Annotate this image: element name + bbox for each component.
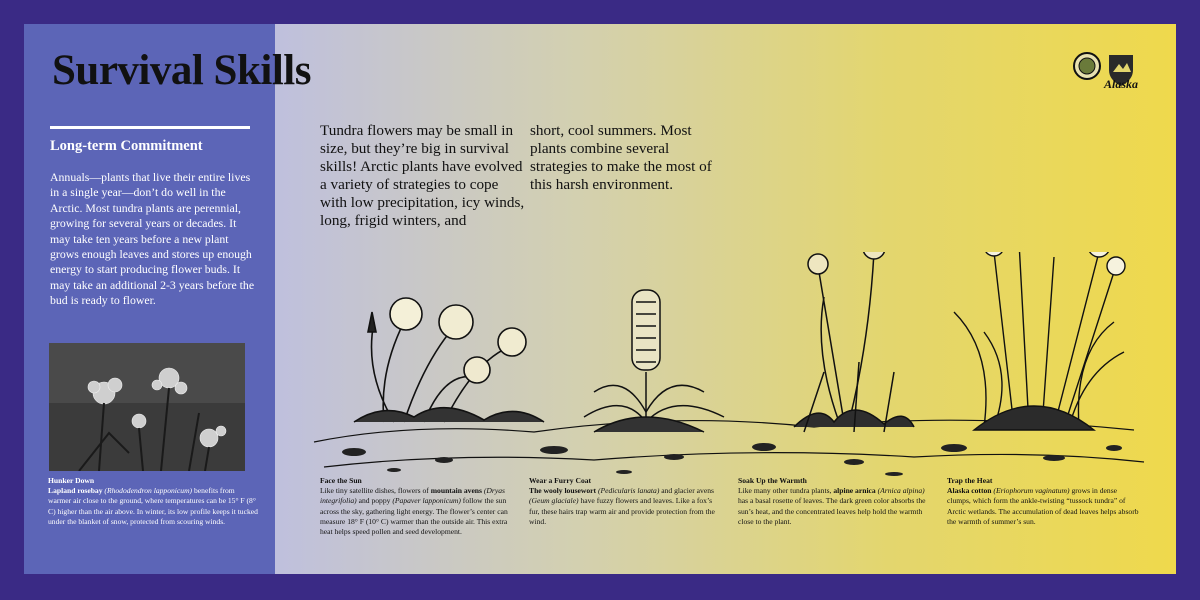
caption-sun-plant: mountain avens bbox=[430, 486, 482, 496]
caption-sun-latin2: (Papaver lapponicum) bbox=[392, 496, 461, 506]
sidebar-body: Annuals—plants that live their entire lives in a single year—don’t do well in the Arctic. Most tundra plants are perennial, growing for several years or decades. It may take ten years before a new plant grows enough leaves and stores up enough energy to start producing flower buds. It may take an additional 2-3 years before the bud is ready to flower. bbox=[50, 170, 255, 308]
woolly-lousewort-drawing bbox=[584, 290, 724, 432]
lapland-rosebay-photo bbox=[49, 343, 245, 471]
caption-furry-coat bbox=[529, 476, 724, 527]
caption-warm-plant: alpine arnica bbox=[833, 486, 876, 496]
caption-trap-the-heat bbox=[947, 476, 1142, 527]
alpine-arnica-drawing bbox=[794, 252, 914, 432]
caption-face-the-sun bbox=[320, 476, 515, 537]
caption-heat-plant: Alaska cotton bbox=[947, 486, 992, 496]
caption-warm-title: Soak Up the Warmth bbox=[738, 476, 807, 485]
page-title: Survival Skills bbox=[52, 47, 311, 94]
photo-caption-title: Hunker Down bbox=[48, 476, 95, 485]
photo-caption-plant: Lapland rosebay bbox=[48, 486, 103, 496]
caption-sun-text3: follow the sun across the sky, gathering light energy. The flower’s center can measure 18° F (10° C) warmer than the outside air. This extra heat helps speed pollen and seed development. bbox=[320, 496, 508, 537]
caption-heat-title: Trap the Heat bbox=[947, 476, 993, 485]
caption-sun-latin: (Dryas integrifolia) bbox=[320, 486, 505, 506]
caption-warm-text: Like many other tundra plants, bbox=[738, 486, 834, 496]
caption-soak-up-warmth bbox=[738, 476, 933, 527]
photo-caption-body: benefits from warmer air close to the ground, where temperatures can be 15° F (8° C) higher than the air above. In winter, its low profile keeps it tucked under the blanket of snow, protected from scouring winds. bbox=[48, 486, 258, 526]
photo-caption-latin: (Rhododendron lapponicum) bbox=[104, 486, 193, 496]
caption-coat-text: and glacier avens bbox=[659, 486, 714, 496]
tundra-plants-illustration bbox=[294, 252, 1154, 482]
intro-text-col2: short, cool summers. Most plants combine several strategies to make the most of this harsh environment. bbox=[530, 122, 712, 193]
caption-coat-title: Wear a Furry Coat bbox=[529, 476, 592, 485]
caption-sun-text2: and poppy bbox=[356, 496, 393, 506]
alaska-logo-text: Alaska bbox=[1104, 77, 1139, 91]
intro-text-col1: Tundra flowers may be small in size, but they’re big in survival skills! Arctic plants have evolved a variety of strategies to cope with low precipitation, icy winds, long, frigid winters, and bbox=[320, 122, 525, 229]
caption-coat-latin2: (Geum glaciale) bbox=[529, 496, 579, 506]
caption-sun-text: Like tiny satellite dishes, flowers of bbox=[320, 486, 431, 496]
photo-caption bbox=[48, 476, 258, 527]
caption-warm-latin: (Arnica alpina) bbox=[875, 486, 925, 496]
caption-heat-text: grows in dense clumps, which form the ankle-twisting “tussock tundra” of Arctic wetlands. The accumulation of dead leaves helps absorb the warmth of summer’s sun. bbox=[947, 486, 1139, 526]
divider bbox=[50, 126, 250, 129]
sign-panel bbox=[24, 24, 1176, 574]
caption-sun-title: Face the Sun bbox=[320, 476, 362, 485]
caption-warm-text2: has a basal rosette of leaves. The dark green color absorbs the sun’s heat, and the concentrated leaves help hold the warmth close to the plant. bbox=[738, 496, 926, 526]
sidebar-heading: Long-term Commitment bbox=[50, 138, 203, 154]
caption-coat-latin: (Pedicularis lanata) bbox=[596, 486, 660, 496]
caption-heat-latin: (Eriophorum vaginatum) bbox=[991, 486, 1070, 496]
mountain-avens-poppy-drawing bbox=[354, 298, 544, 422]
alaska-cotton-drawing bbox=[954, 252, 1125, 430]
caption-coat-text2: have fuzzy flowers and leaves. Like a fox’s fur, these hairs trap warm air and provide protection from the wind. bbox=[529, 496, 715, 526]
caption-coat-plant: The wooly lousewort bbox=[529, 486, 597, 496]
